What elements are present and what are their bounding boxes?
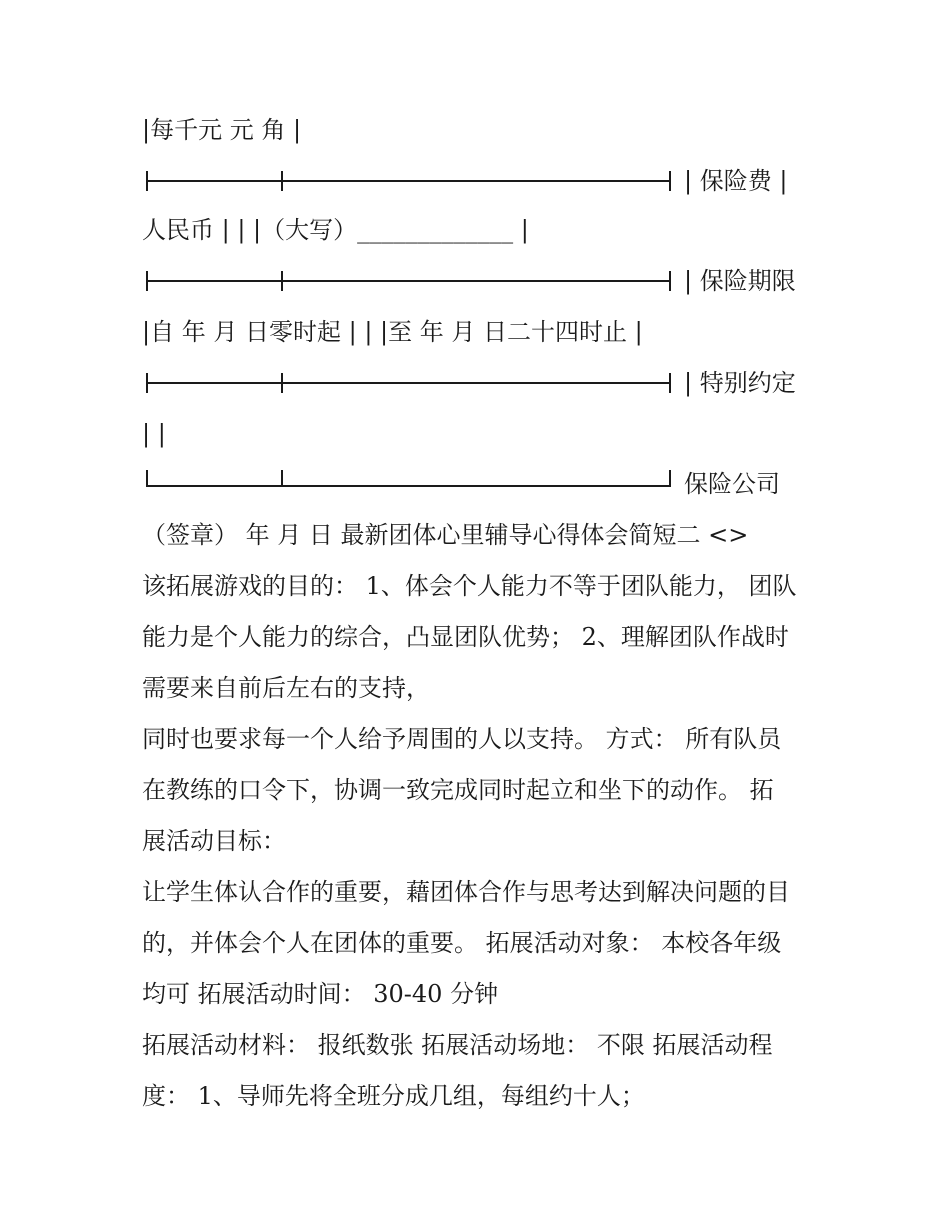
period-values-line: |自 年 月 日零时起 | | |至 年 月 日二十四时止 |: [142, 318, 643, 346]
special-values-line: | |: [142, 420, 166, 448]
special-label: | 特别约定: [684, 369, 796, 397]
paragraph-line: 均可 拓展活动时间： 30-40 分钟: [142, 980, 499, 1008]
paragraph-line: 展活动目标：: [142, 827, 286, 855]
company-label: 保险公司: [684, 470, 780, 498]
paragraph-line: 在教练的口令下，协调一致完成同时起立和坐下的动作。 拓: [142, 776, 774, 804]
paragraph-line: 的，并体会个人在团体的重要。 拓展活动对象： 本校各年级: [142, 929, 782, 957]
paragraph-line: 拓展活动材料： 报纸数张 拓展活动场地： 不限 拓展活动程: [142, 1031, 773, 1059]
rmb-line: 人民币 | | |（大写）_____________ |: [142, 216, 529, 244]
paragraph-line: 需要来自前后左右的支持，: [142, 674, 430, 702]
paragraph-line: 该拓展游戏的目的： 1、体会个人能力不等于团队能力， 团队: [142, 572, 797, 600]
paragraph-line: 度： 1、导师先将全班分成几组，每组约十人；: [142, 1082, 645, 1110]
table-rule-3: [146, 372, 672, 394]
rate-line: |每千元 元 角 |: [142, 116, 302, 144]
paragraph-line: 同时也要求每一个人给予周围的人以支持。 方式： 所有队员: [142, 725, 782, 753]
premium-label: | 保险费 |: [684, 167, 788, 195]
paragraph-line: 让学生体认合作的重要，藉团体合作与思考达到解决问题的目: [142, 878, 790, 906]
paragraph-line: （签章） 年 月 日 最新团体心里辅导心得体会简短二 <>: [142, 521, 749, 549]
paragraph-line: 能力是个人能力的综合，凸显团队优势； 2、理解团队作战时: [142, 623, 789, 651]
table-rule-bottom: [146, 466, 672, 488]
table-rule-1: [146, 170, 672, 192]
table-rule-2: [146, 270, 672, 292]
period-label: | 保险期限: [684, 267, 796, 295]
